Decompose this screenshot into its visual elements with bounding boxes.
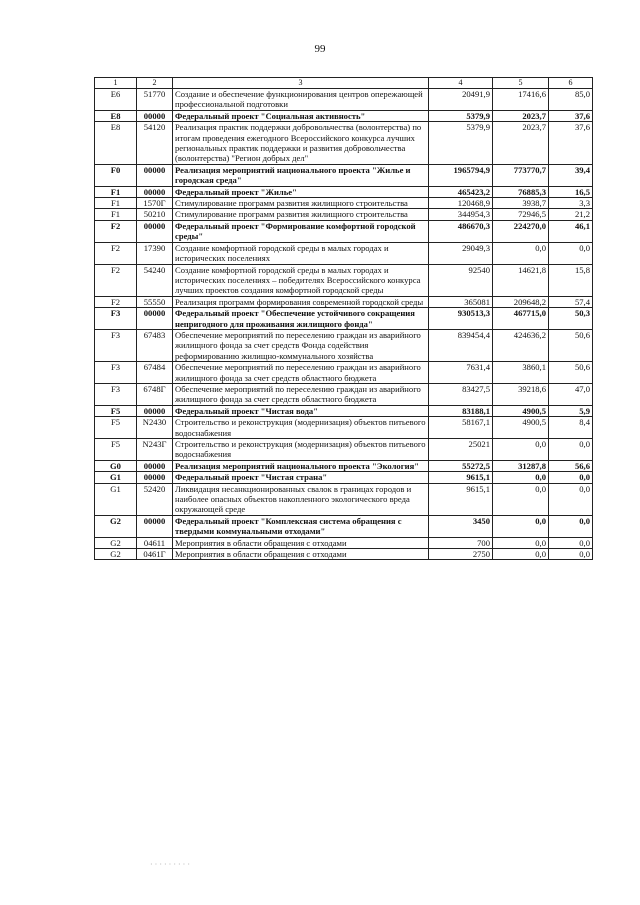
cell-c5: 224270,0 bbox=[493, 220, 549, 242]
cell-c1: G2 bbox=[95, 537, 137, 548]
cell-c5: 14621,8 bbox=[493, 264, 549, 296]
cell-c1: E8 bbox=[95, 122, 137, 165]
cell-c2: 00000 bbox=[137, 472, 173, 483]
table-row bbox=[95, 242, 593, 264]
header-col-4: 4 bbox=[429, 78, 493, 89]
cell-c5: 3938,7 bbox=[493, 198, 549, 209]
cell-c5: 0,0 bbox=[493, 242, 549, 264]
cell-c4: 5379,9 bbox=[429, 122, 493, 165]
cell-c1: F3 bbox=[95, 308, 137, 330]
table-row bbox=[95, 472, 593, 483]
cell-c1: F5 bbox=[95, 405, 137, 416]
cell-c4: 486670,3 bbox=[429, 220, 493, 242]
cell-c3: Федеральный проект "Социальная активность" bbox=[173, 110, 429, 121]
cell-c3: Мероприятия в области обращения с отходами bbox=[173, 537, 429, 548]
cell-c6: 0,0 bbox=[549, 439, 593, 461]
cell-c2: 1570Г bbox=[137, 198, 173, 209]
cell-c5: 39218,6 bbox=[493, 383, 549, 405]
cell-c6: 0,0 bbox=[549, 549, 593, 560]
cell-c2: 51770 bbox=[137, 89, 173, 111]
cell-c6: 0,0 bbox=[549, 483, 593, 515]
cell-c1: G2 bbox=[95, 515, 137, 537]
cell-c2: 6748Г bbox=[137, 383, 173, 405]
table-row bbox=[95, 264, 593, 296]
cell-c6: 0,0 bbox=[549, 242, 593, 264]
cell-c1: G1 bbox=[95, 483, 137, 515]
table-row bbox=[95, 296, 593, 307]
cell-c1: F2 bbox=[95, 220, 137, 242]
cell-c1: F3 bbox=[95, 383, 137, 405]
cell-c4: 92540 bbox=[429, 264, 493, 296]
cell-c3: Строительство и реконструкция (модернизация) объектов питьевого водоснабжения bbox=[173, 417, 429, 439]
cell-c6: 50,3 bbox=[549, 308, 593, 330]
cell-c4: 2750 bbox=[429, 549, 493, 560]
cell-c4: 839454,4 bbox=[429, 329, 493, 361]
cell-c3: Реализация мероприятий национального проекта "Жилье и городская среда" bbox=[173, 164, 429, 186]
cell-c5: 31287,8 bbox=[493, 460, 549, 471]
cell-c6: 46,1 bbox=[549, 220, 593, 242]
cell-c5: 424636,2 bbox=[493, 329, 549, 361]
cell-c2: 00000 bbox=[137, 405, 173, 416]
cell-c1: F2 bbox=[95, 296, 137, 307]
cell-c1: F1 bbox=[95, 186, 137, 197]
cell-c2: 00000 bbox=[137, 110, 173, 121]
cell-c3: Обеспечение мероприятий по переселению граждан из аварийного жилищного фонда за счет средств областного бюджета bbox=[173, 362, 429, 384]
budget-table-body bbox=[95, 78, 593, 560]
cell-c6: 16,5 bbox=[549, 186, 593, 197]
cell-c4: 5379,9 bbox=[429, 110, 493, 121]
cell-c4: 9615,1 bbox=[429, 472, 493, 483]
cell-c1: F2 bbox=[95, 264, 137, 296]
table-row bbox=[95, 362, 593, 384]
cell-c1: F5 bbox=[95, 439, 137, 461]
table-row bbox=[95, 89, 593, 111]
cell-c2: 00000 bbox=[137, 515, 173, 537]
header-col-1: 1 bbox=[95, 78, 137, 89]
cell-c2: 54120 bbox=[137, 122, 173, 165]
cell-c3: Федеральный проект "Обеспечение устойчивого сокращения непригодного для проживания жилищного фонда" bbox=[173, 308, 429, 330]
cell-c6: 85,0 bbox=[549, 89, 593, 111]
cell-c2: 55550 bbox=[137, 296, 173, 307]
cell-c6: 37,6 bbox=[549, 122, 593, 165]
table-row bbox=[95, 329, 593, 361]
table-row bbox=[95, 417, 593, 439]
cell-c3: Федеральный проект "Жилье" bbox=[173, 186, 429, 197]
cell-c6: 3,3 bbox=[549, 198, 593, 209]
cell-c3: Реализация мероприятий национального проекта "Экология" bbox=[173, 460, 429, 471]
cell-c2: 50210 bbox=[137, 209, 173, 220]
table-row bbox=[95, 460, 593, 471]
cell-c6: 5,9 bbox=[549, 405, 593, 416]
budget-table bbox=[94, 77, 593, 560]
cell-c5: 0,0 bbox=[493, 537, 549, 548]
cell-c1: G2 bbox=[95, 549, 137, 560]
table-row bbox=[95, 537, 593, 548]
cell-c3: Создание и обеспечение функционирования центров опережающей профессиональной подготовки bbox=[173, 89, 429, 111]
table-row bbox=[95, 405, 593, 416]
cell-c3: Мероприятия в области обращения с отходами bbox=[173, 549, 429, 560]
cell-c2: 04611 bbox=[137, 537, 173, 548]
table-row bbox=[95, 198, 593, 209]
cell-c6: 0,0 bbox=[549, 472, 593, 483]
cell-c4: 930513,3 bbox=[429, 308, 493, 330]
cell-c2: 54240 bbox=[137, 264, 173, 296]
cell-c2: 00000 bbox=[137, 164, 173, 186]
cell-c5: 4900,5 bbox=[493, 405, 549, 416]
cell-c4: 58167,1 bbox=[429, 417, 493, 439]
cell-c4: 29049,3 bbox=[429, 242, 493, 264]
cell-c3: Строительство и реконструкция (модернизация) объектов питьевого водоснабжения bbox=[173, 439, 429, 461]
cell-c1: G1 bbox=[95, 472, 137, 483]
page-number: 99 bbox=[314, 43, 326, 55]
table-row bbox=[95, 209, 593, 220]
cell-c2: 00000 bbox=[137, 220, 173, 242]
cell-c3: Обеспечение мероприятий по переселению граждан из аварийного жилищного фонда за счет средств Фонда содействия реформированию жилищно-коммунального хозяйства bbox=[173, 329, 429, 361]
cell-c3: Обеспечение мероприятий по переселению граждан из аварийного жилищного фонда за счет средств областного бюджета bbox=[173, 383, 429, 405]
cell-c3: Ликвидация несанкционированных свалок в границах городов и наиболее опасных объектов накопленного экологического вреда окружающей среде bbox=[173, 483, 429, 515]
cell-c5: 467715,0 bbox=[493, 308, 549, 330]
scan-noise: · · · · · · · · · bbox=[150, 860, 190, 869]
cell-c1: F3 bbox=[95, 362, 137, 384]
cell-c5: 773770,7 bbox=[493, 164, 549, 186]
cell-c6: 50,6 bbox=[549, 329, 593, 361]
table-row bbox=[95, 186, 593, 197]
cell-c5: 0,0 bbox=[493, 472, 549, 483]
cell-c1: F2 bbox=[95, 242, 137, 264]
cell-c4: 1965794,9 bbox=[429, 164, 493, 186]
cell-c6: 57,4 bbox=[549, 296, 593, 307]
table-row bbox=[95, 110, 593, 121]
cell-c6: 37,6 bbox=[549, 110, 593, 121]
table-row bbox=[95, 549, 593, 560]
cell-c3: Стимулирование программ развития жилищного строительства bbox=[173, 209, 429, 220]
cell-c3: Федеральный проект "Формирование комфортной городской среды" bbox=[173, 220, 429, 242]
cell-c6: 39,4 bbox=[549, 164, 593, 186]
table-row bbox=[95, 439, 593, 461]
cell-c5: 2023,7 bbox=[493, 110, 549, 121]
cell-c1: G0 bbox=[95, 460, 137, 471]
cell-c2: 67484 bbox=[137, 362, 173, 384]
cell-c4: 465423,2 bbox=[429, 186, 493, 197]
table-row bbox=[95, 220, 593, 242]
cell-c4: 83188,1 bbox=[429, 405, 493, 416]
table-row bbox=[95, 515, 593, 537]
table-row bbox=[95, 164, 593, 186]
cell-c1: F3 bbox=[95, 329, 137, 361]
cell-c1: E6 bbox=[95, 89, 137, 111]
cell-c3: Реализация программ формирования современной городской среды bbox=[173, 296, 429, 307]
cell-c6: 8,4 bbox=[549, 417, 593, 439]
cell-c4: 7631,4 bbox=[429, 362, 493, 384]
cell-c3: Федеральный проект "Комплексная система обращения с твердыми коммунальными отходами" bbox=[173, 515, 429, 537]
cell-c5: 2023,7 bbox=[493, 122, 549, 165]
cell-c2: 17390 bbox=[137, 242, 173, 264]
header-row bbox=[95, 78, 593, 89]
cell-c6: 50,6 bbox=[549, 362, 593, 384]
table-row bbox=[95, 122, 593, 165]
header-col-2: 2 bbox=[137, 78, 173, 89]
table-row bbox=[95, 483, 593, 515]
cell-c3: Создание комфортной городской среды в малых городах и исторических поселениях – победителях Всероссийского конкурса лучших проектов создания комфортной городской среды bbox=[173, 264, 429, 296]
cell-c6: 0,0 bbox=[549, 537, 593, 548]
cell-c2: 00000 bbox=[137, 186, 173, 197]
cell-c6: 0,0 bbox=[549, 515, 593, 537]
cell-c5: 0,0 bbox=[493, 549, 549, 560]
header-col-3: 3 bbox=[173, 78, 429, 89]
cell-c4: 3450 bbox=[429, 515, 493, 537]
cell-c1: F5 bbox=[95, 417, 137, 439]
cell-c6: 47,0 bbox=[549, 383, 593, 405]
header-col-6: 6 bbox=[549, 78, 593, 89]
cell-c5: 0,0 bbox=[493, 439, 549, 461]
cell-c4: 20491,9 bbox=[429, 89, 493, 111]
cell-c2: N243Г bbox=[137, 439, 173, 461]
cell-c5: 209648,2 bbox=[493, 296, 549, 307]
cell-c4: 25021 bbox=[429, 439, 493, 461]
cell-c5: 4900,5 bbox=[493, 417, 549, 439]
cell-c6: 15,8 bbox=[549, 264, 593, 296]
cell-c4: 344954,3 bbox=[429, 209, 493, 220]
table-row bbox=[95, 308, 593, 330]
cell-c5: 76885,3 bbox=[493, 186, 549, 197]
table-row bbox=[95, 383, 593, 405]
cell-c4: 365081 bbox=[429, 296, 493, 307]
cell-c4: 9615,1 bbox=[429, 483, 493, 515]
cell-c5: 3860,1 bbox=[493, 362, 549, 384]
cell-c5: 17416,6 bbox=[493, 89, 549, 111]
cell-c5: 0,0 bbox=[493, 483, 549, 515]
cell-c2: 0461Г bbox=[137, 549, 173, 560]
cell-c3: Реализация практик поддержки добровольчества (волонтерства) по итогам проведения ежегодного Всероссийского конкурса лучших региональных практик поддержки и развития добровольчества (волонтерства) "Регион добрых дел" bbox=[173, 122, 429, 165]
cell-c4: 55272,5 bbox=[429, 460, 493, 471]
cell-c2: 00000 bbox=[137, 460, 173, 471]
cell-c3: Создание комфортной городской среды в малых городах и исторических поселениях bbox=[173, 242, 429, 264]
cell-c3: Стимулирование программ развития жилищного строительства bbox=[173, 198, 429, 209]
cell-c6: 56,6 bbox=[549, 460, 593, 471]
cell-c2: 67483 bbox=[137, 329, 173, 361]
cell-c5: 0,0 bbox=[493, 515, 549, 537]
cell-c4: 700 bbox=[429, 537, 493, 548]
cell-c1: E8 bbox=[95, 110, 137, 121]
cell-c4: 120468,9 bbox=[429, 198, 493, 209]
cell-c1: F1 bbox=[95, 198, 137, 209]
cell-c2: 00000 bbox=[137, 308, 173, 330]
cell-c4: 83427,5 bbox=[429, 383, 493, 405]
cell-c2: N2430 bbox=[137, 417, 173, 439]
cell-c1: F1 bbox=[95, 209, 137, 220]
cell-c3: Федеральный проект "Чистая страна" bbox=[173, 472, 429, 483]
cell-c2: 52420 bbox=[137, 483, 173, 515]
cell-c5: 72946,5 bbox=[493, 209, 549, 220]
cell-c3: Федеральный проект "Чистая вода" bbox=[173, 405, 429, 416]
cell-c1: F0 bbox=[95, 164, 137, 186]
header-col-5: 5 bbox=[493, 78, 549, 89]
cell-c6: 21,2 bbox=[549, 209, 593, 220]
